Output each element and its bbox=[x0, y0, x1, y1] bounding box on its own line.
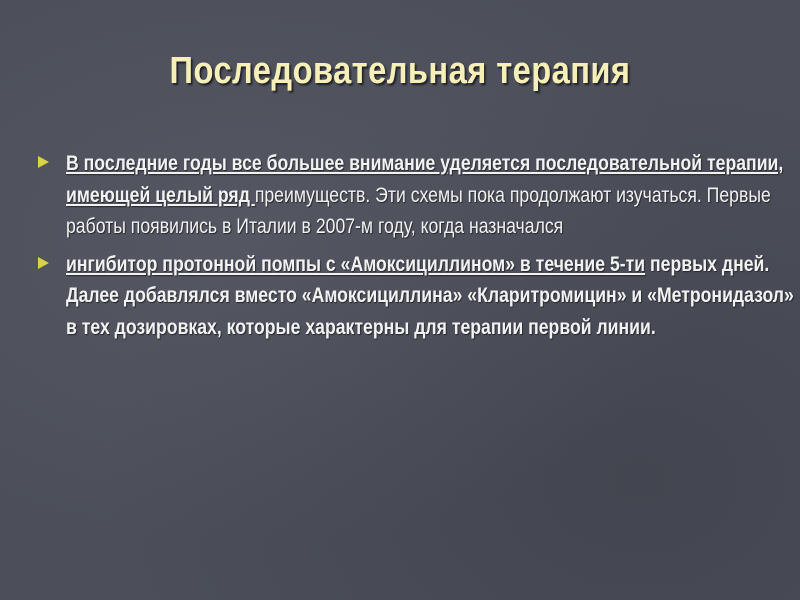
bullet-list bbox=[38, 148, 794, 349]
bullet-item bbox=[38, 148, 784, 243]
slide-title: Последовательная терапия bbox=[169, 50, 631, 92]
bullet-text bbox=[66, 249, 797, 344]
bullet-item bbox=[38, 249, 794, 344]
bullet-text bbox=[66, 148, 797, 243]
bullet-arrow-icon bbox=[38, 257, 49, 269]
bullet-arrow-icon bbox=[38, 156, 49, 168]
bullet-plain: первых дней. Далее добавлялся вместо «Амоксициллина» «Кларитромицин» и «Метронидазол» в тех дозировках, которые характерны для терапии первой линии. bbox=[66, 252, 794, 339]
bullet-emphasis: ингибитор протонной помпы с «Амоксициллином» в течение 5-ти bbox=[66, 252, 646, 276]
bullet-emphasis: В последние годы все большее внимание уделяется последовательной терапии, имеющей целый ряд bbox=[66, 152, 784, 207]
bullet-plain: преимуществ. Эти схемы пока продолжают изучаться. Первые работы появились в Италии в 2007-м году, когда назначался bbox=[66, 183, 771, 238]
